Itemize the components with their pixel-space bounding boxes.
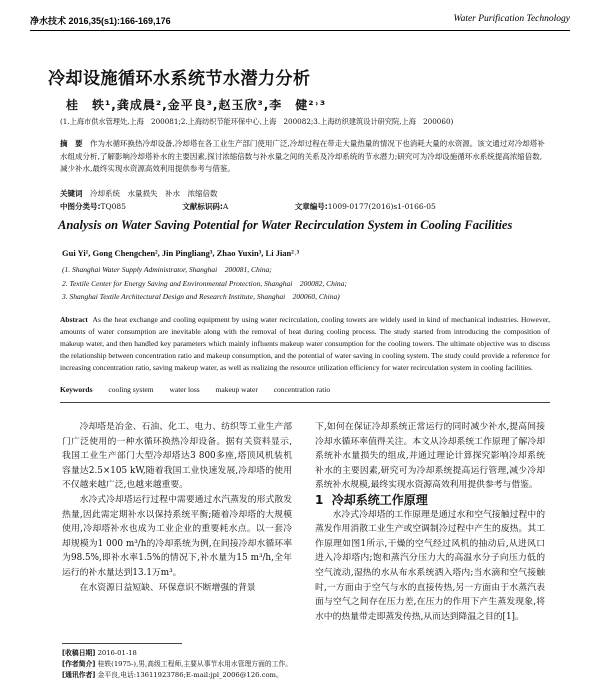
body-paragraph: 水冷式冷却塔运行过程中需要通过水汽蒸发的形式散发热量,因此需定期补水以保持系统平衡;随着冷却塔的大规模使用,冷却塔补水也成为工业企业的重要耗水点。以一套冷却规模为1 000 m³/h的冷却系统为例,在间接冷却水循环率为98.5%,即补水率1.5%的情况下,补水量为15 m³/h,全年运行的补水量达到13.1万m³。 [62,494,292,578]
abstract-chinese [60,138,548,176]
abstract-separator [60,402,550,403]
keywords-label-en: Keywords [60,385,93,394]
received-label: [收稿日期] [62,649,96,657]
abstract-text-en: As the heat exchange and cooling equipment by using water recirculation, cooling towers are widely used in kind of mechanical industries. However, amounts of water consumption are inevitable along with the removal of heat during cooling process. The study started from introducing the composition of makeup water, and then handled key parameters which mainly influents makeup water consumption for the cooling towers. The ultimate objective was to discuss the relationship between concentration ratio and makeup consumption, and the potential of water saving in cooling system. The study could provide a reference for increasing concentration ratio, saving makeup water, as well as realizing the resource utilization efficiency for water recirculation system in cooling facilities. [60,315,551,372]
section-number: 1 [315,492,324,507]
clc-code: TQ085 [100,202,126,211]
keyword-en-3: makeup water [215,385,258,394]
article-number: 1009-0177(2016)s1-0166-05 [327,202,436,211]
keywords-english [60,385,330,394]
section-heading [315,493,545,508]
title-chinese: 冷却设施循环水系统节水潜力分析 [48,69,311,89]
body-column-right [315,420,545,624]
body-paragraph: 水冷式冷却塔的工作原理是通过水和空气接触过程中的蒸发作用消散工业生产或空调制冷过程中产生的废热。其工作原理如图1所示,干燥的空气经过风机的抽动后,从进风口进入冷却塔内;饱和蒸汽分压力大的高温水分子向压力低的空气流动,湿热的水从布水系统洒入塔内;当水滴和空气接触时,一方面由于空气与水的直接传热,另一方面由于水蒸汽表面与空气之间存在压力差,在压力的作用下产生蒸发现象,将水中的热量带走即蒸发传热,从而达到降温之目的[1]。 [315,509,545,622]
author-bio-label: [作者简介] [62,660,96,668]
authors-english: Gui Yi¹, Gong Chengchen², Jin Pingliang³, Zhao Yuxin³, Li Jian²˒³ [62,248,300,258]
body-paragraph: 在水资源日益短缺、环保意识不断增强的背景 [79,582,256,593]
abstract-text-cn: 作为水循环换热冷却设备,冷却塔在各工业生产部门使用广泛,冷却过程在带走大量热量的情况下也消耗大量的水资源。该文通过对冷却塔补水组成分析,了解影响冷却塔补水的主要因素,探讨浓缩倍数与补水量之间的关系及冷却系统的节水潜力;研究可为冷却设施循环水系统提高浓缩倍数,减少补水,最终实现水资源高效利用提供参考与借鉴。 [60,139,545,174]
abstract-english [60,314,550,374]
keyword-en-1: cooling system [108,385,154,394]
body-paragraph: 冷却塔是冶金、石油、化工、电力、纺织等工业生产部门广泛使用的一种水循环换热冷却设备。据有关资料显示,我国工业生产部门大型冷却塔达3 800多座,塔顶风机装机容量达2.5×105 kW,随着我国工业快速发展,冷却塔的使用不仅越来越广泛,也越来越重要。 [62,422,292,491]
clc-label: 中图分类号: [60,202,101,211]
header-rule [30,30,570,31]
correspondence-label: [通讯作者] [62,671,96,679]
article-label: 文章编号: [294,202,328,211]
journal-citation: 净水技术 2016,35(s1):166-169,176 [30,16,171,26]
footnote-author [62,659,302,670]
keyword-en-2: water loss [169,385,200,394]
authors-chinese: 桂 轶¹,龚成晨²,金平良³,赵玉欣³,李 健²˒³ [66,98,327,112]
doc-code: A [222,202,229,211]
classification-row [60,201,436,212]
doc-label: 文献标识码: [182,202,223,211]
footnotes [62,648,302,681]
affiliations-english [62,263,347,304]
affiliation-en-2: 2. Textile Center for Energy Saving and Environmental Protection, Shanghai 200082, China; [62,278,347,288]
received-date: 2016-01-18 [97,649,137,657]
keywords-label-cn: 关键词 [60,189,90,198]
footnote-rule [62,643,182,644]
footnote-correspondence [62,670,302,681]
running-header [30,14,570,28]
body-column-left [62,420,292,595]
keywords-chinese [60,188,218,199]
keyword-en-4: concentration ratio [273,385,331,394]
title-english: Analysis on Water Saving Potential for Water Recirculation System in Cooling Facilities [58,218,513,232]
journal-name-en: Water Purification Technology [453,14,570,24]
keywords-text-cn: 冷却系统 水量损失 补水 浓缩倍数 [90,189,218,198]
abstract-label-en: Abstract [60,315,88,324]
correspondence-info: 金平良,电话:13611923786;E-mail:jpl_2006@126.com。 [97,671,283,679]
body-paragraph: 下,如何在保证冷却系统正常运行的同时减少补水,提高间接冷却水循环率值得关注。本文从冷却系统工作原理了解冷却系统补水量损失的组成,并通过理论计算探究影响冷却系统补水的主要因素,研究可为冷却系统提高运行管理,减少冷却系统补水规模,最终实现水资源高效利用提供参考与借鉴。 [315,422,545,491]
affiliation-en-3: 3. Shanghai Textile Architectural Design and Research Institute, Shanghai 200060, China) [62,292,340,301]
section-title: 冷却系统工作原理 [331,492,428,507]
author-bio: 桂轶(1975-),男,高级工程师,主要从事节水用水管理方面的工作。 [97,660,293,668]
footnote-received [62,648,302,659]
affiliation-chinese: (1.上海市供水管理处,上海 200081;2.上海纺织节能环保中心,上海 200082;3.上海纺织建筑设计研究院,上海 200060) [60,117,454,126]
affiliation-en-1: (1. Shanghai Water Supply Administrator, Shanghai 200081, China; [62,265,272,274]
abstract-label-cn: 摘 要 [60,139,90,148]
